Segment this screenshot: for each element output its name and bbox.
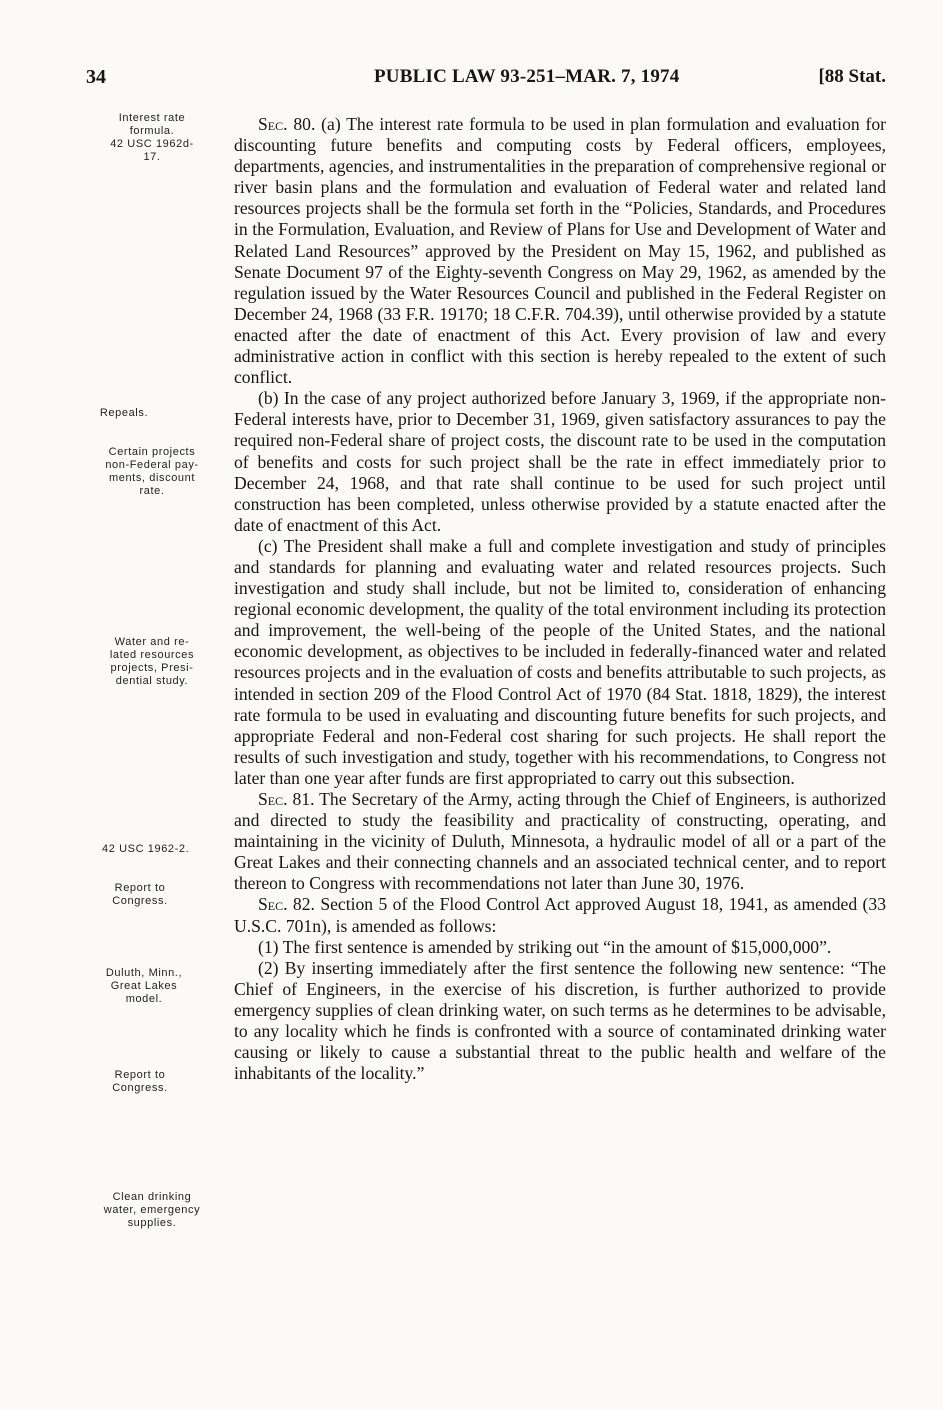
statute-body bbox=[234, 114, 886, 1084]
paragraph-text: 80. (a) The interest rate formula to be used in plan formulation and evaluation for discounting future benefits and computing costs by Federal officers, employees, departments, agencies, and instrumentalities in the preparation of comprehensive regional or river basin plans and the formulation and evaluation of Federal water and related land resources projects shall be the formula set forth in the “Policies, Standards, and Procedures in the Formulation, Evaluation, and Review of Plans for Use and Development of Water and Related Land Resources” approved by the President on May 15, 1962, and published as Senate Document 97 of the Eighty-seventh Congress on May 29, 1962, as amended by the regulation issued by the Water Resources Council and published in the Federal Register on December 24, 1968 (33 F.R. 19170; 18 C.F.R. 704.39), until otherwise provided by a statute enacted after the date of enactment of this Act. Every provision of law and every administrative action in conflict with this section is hereby repealed to the extent of such conflict. bbox=[234, 114, 886, 388]
margin-note-certain-projects: Certain projects non-Federal pay- ments, discount rate. bbox=[105, 446, 199, 497]
paragraph-text: (2) By inserting immediately after the first sentence the following new sentence: “The Chief of Engineers, in the exercise of his discretion, is further authorized to provide emergency supplies of clean drinking water, on such terms as he determines to be advisable, to any locality which he finds is confronted with a source of contaminated drinking water causing or likely to cause a substantial threat to the public health and welfare of the inhabitants of the locality.” bbox=[234, 957, 886, 1084]
section-80a bbox=[234, 114, 886, 388]
margin-note-interest-rate: Interest rate formula. 42 USC 1962d- 17. bbox=[110, 112, 194, 163]
page-header bbox=[86, 66, 886, 92]
section-81 bbox=[234, 789, 886, 894]
section-80c bbox=[234, 536, 886, 789]
margin-note-repeals: Repeals. bbox=[99, 407, 149, 419]
running-title: PUBLIC LAW 93-251–MAR. 7, 1974 bbox=[374, 66, 680, 87]
section-label: Sec. bbox=[258, 894, 288, 915]
section-82-1 bbox=[234, 937, 886, 958]
paragraph-text: (1) The first sentence is amended by striking out “in the amount of $15,000,000”. bbox=[258, 936, 832, 957]
margin-note-duluth: Duluth, Minn., Great Lakes model. bbox=[105, 967, 183, 1005]
margin-note-report-2: Report to Congress. bbox=[112, 1069, 168, 1094]
margin-note-clean-water: Clean drinking water, emergency supplies. bbox=[103, 1191, 201, 1229]
section-82-2 bbox=[234, 958, 886, 1085]
section-82 bbox=[234, 894, 886, 936]
paragraph-text: 82. Section 5 of the Flood Control Act approved August 18, 1941, as amended (33 U.S.C. 701n), is amended as follows: bbox=[234, 894, 886, 936]
section-label: Sec. bbox=[258, 114, 288, 134]
margin-note-report-1: Report to Congress. bbox=[112, 882, 168, 907]
margin-note-water-resources: Water and re- lated resources projects, Presi- dential study. bbox=[109, 636, 195, 687]
page-number: 34 bbox=[86, 66, 106, 88]
section-label: Sec. bbox=[258, 789, 288, 809]
paragraph-text: 81. The Secretary of the Army, acting through the Chief of Engineers, is authorized and directed to study the feasibility and practicality of constructing, operating, and maintaining in the vicinity of Duluth, Minnesota, a hydraulic model of all or a part of the Great Lakes and their connecting channels and an associated technical center, and to report thereon to Congress with recommendations not later than June 30, 1976. bbox=[234, 789, 886, 894]
margin-note-usc: 42 USC 1962-2. bbox=[102, 843, 190, 855]
section-80b bbox=[234, 388, 886, 536]
paragraph-text: (b) In the case of any project authorized before January 3, 1969, if the appropriate non-Federal interests have, prior to December 31, 1969, given satisfactory assurances to pay the required non-Federal share of project costs, the discount rate to be used in the computation of benefits and costs for such project shall be the rate in effect immediately prior to December 24, 1968, and that rate shall continue to be used for such project until construction has been completed, unless otherwise provided by a statute enacted after the date of enactment of this Act. bbox=[234, 388, 886, 535]
statute-volume: [88 Stat. bbox=[818, 66, 886, 87]
paragraph-text: (c) The President shall make a full and complete investigation and study of principles and standards for planning and evaluating water and related resources projects. Such investigation and study shall include, but not be limited to, consideration of enhancing regional economic development, the quality of the total environment including its protection and improvement, the well-being of the people of the United States, and the national economic development, as objectives to be included in federally-financed water and related resources projects and in the evaluation of costs and benefits attributable to such projects, as intended in section 209 of the Flood Control Act of 1970 (84 Stat. 1818, 1829), the interest rate formula to be used in evaluating and discounting future benefits for such projects, and appropriate Federal and non-Federal cost sharing for such projects. He shall report the results of such investigation and study, together with his recommendations, to Congress not later than one year after funds are first appropriated to carry out this subsection. bbox=[234, 535, 886, 788]
